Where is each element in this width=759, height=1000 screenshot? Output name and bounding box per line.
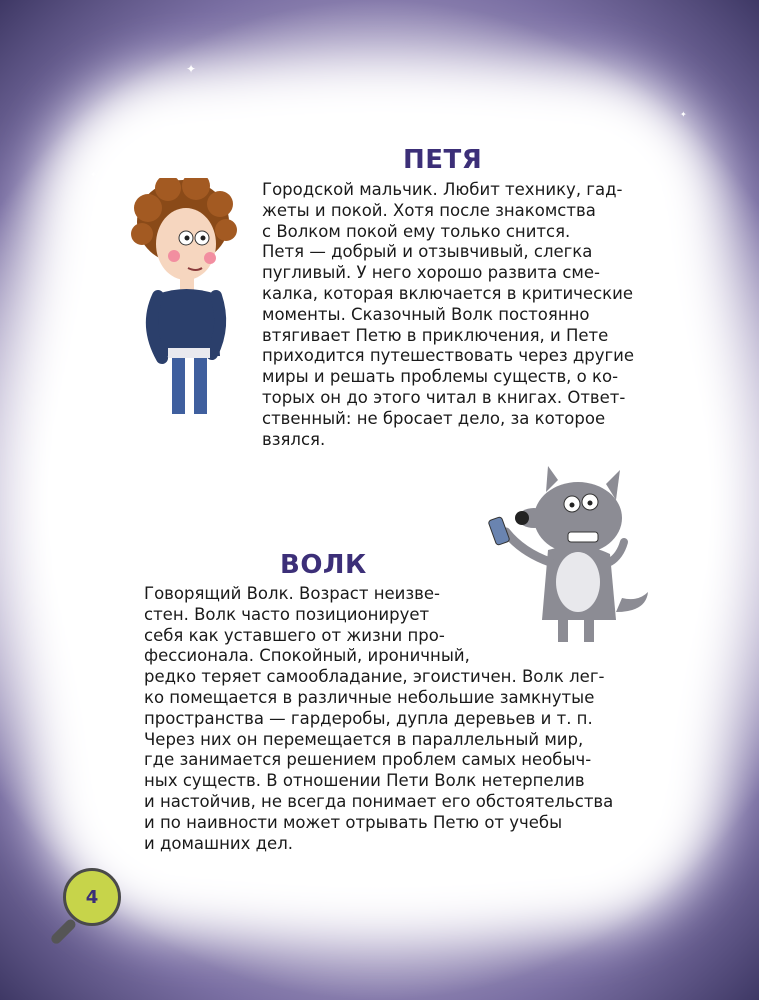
volk-title: ВОЛК [280, 550, 367, 580]
star-icon: ✦ [186, 62, 197, 76]
petya-title: ПЕТЯ [403, 145, 483, 175]
page-number: 4 [85, 886, 99, 908]
star-icon: ✦ [680, 110, 687, 119]
page-number-badge [63, 868, 121, 926]
boy-illustration [128, 178, 238, 418]
star-icon: ✦ [90, 170, 97, 179]
volk-description: Говорящий Волк. Возраст неизве- стен. Волк часто позиционирует себя как уставшего от жизни про- фессионала. Спокойный, ироничный, редко теряет самообладание, эгоистичен. Волк лег- ко помещается в различные небольшие замкнутые пространства — гардеробы, дупла деревьев и т. п. Через них он перемещается в параллельный мир, где занимается решением проблем самых необыч- ных существ. В отношении Пети Волк нетерпелив и настойчив, не всегда понимает его обстоятельства и по наивности может отрывать Петю от учебы и домашних дел. [144, 584, 614, 853]
petya-description: Городской мальчик. Любит технику, гад- жеты и покой. Хотя после знакомства с Волком покой ему только снится. Петя — добрый и отзывчивый, слегка пугливый. У него хорошо развита сме- калка, которая включается в критические моменты. Сказочный Волк постоянно втягивает Петю в приключения, и Пете приходится путешествовать через другие миры и решать проблемы существ, о ко- торых он до этого читал в книгах. Ответ- ственный: не бросает дело, за которое взялся. [262, 180, 635, 449]
